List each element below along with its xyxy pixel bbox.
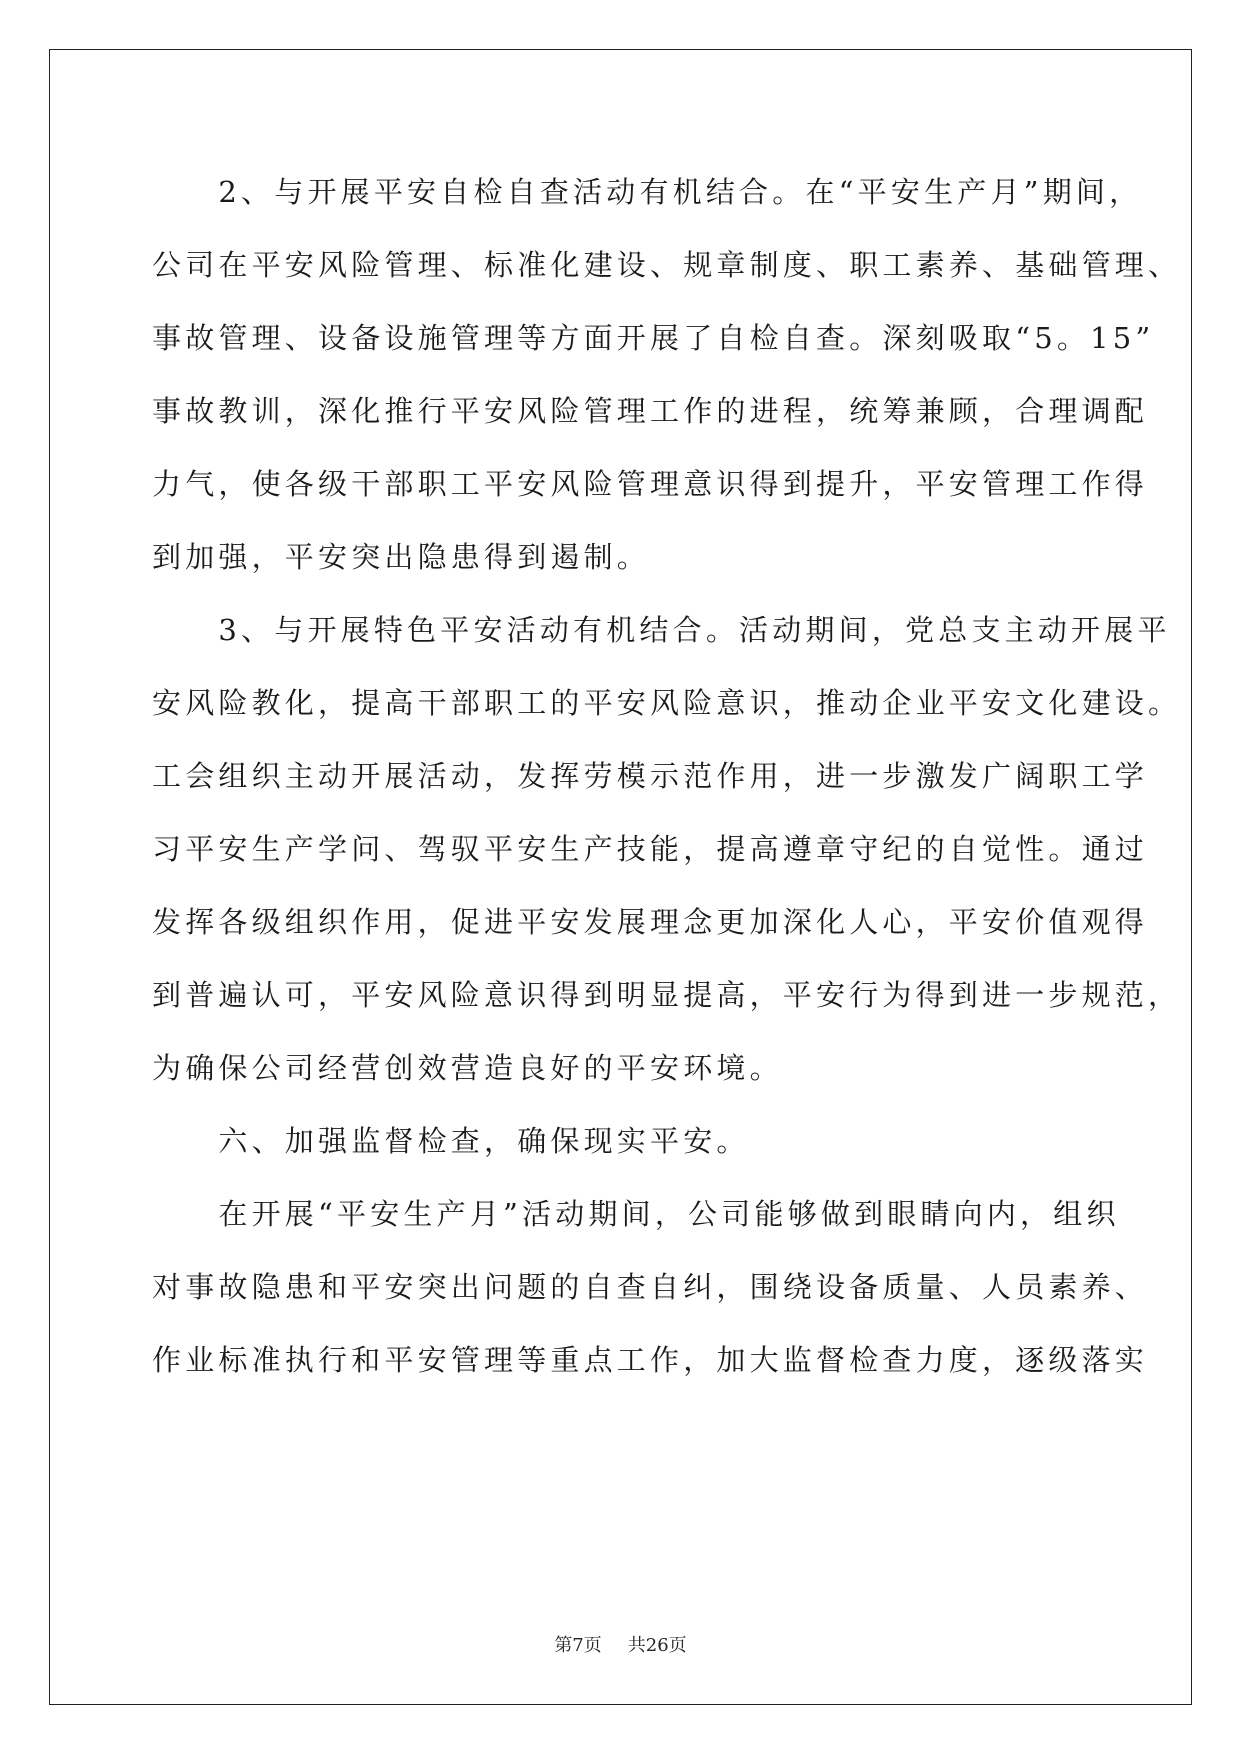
text-line: 在开展“平安生产月”活动期间，公司能够做到眼睛向内，组织	[152, 1197, 1120, 1231]
text-line: 为确保公司经营创效营造良好的平安环境。	[152, 1051, 783, 1085]
page-footer	[0, 1634, 1241, 1658]
text-line: 安风险教化，提高干部职工的平安风险意识，推动企业平安文化建设。	[152, 686, 1182, 720]
text-line: 到普遍认可，平安风险意识得到明显提高，平安行为得到进一步规范，	[152, 978, 1182, 1012]
text-line: 对事故隐患和平安突出问题的自查自纠，围绕设备质量、人员素养、	[152, 1270, 1149, 1304]
text-line: 到加强，平安突出隐患得到遏制。	[152, 540, 651, 574]
text-line: 事故管理、设备设施管理等方面开展了自检自查。深刻吸取“5。15”	[152, 321, 1155, 355]
text-line: 事故教训，深化推行平安风险管理工作的进程，统筹兼顾，合理调配	[152, 394, 1149, 428]
section-heading: 六、加强监督检查，确保现实平安。	[152, 1124, 750, 1158]
page-border	[49, 49, 1192, 1705]
text-line: 力气，使各级干部职工平安风险管理意识得到提升，平安管理工作得	[152, 467, 1149, 501]
text-line: 3、与开展特色平安活动有机结合。活动期间，党总支主动开展平	[152, 613, 1171, 647]
page-number: 第7页	[554, 1635, 602, 1656]
page-total: 共26页	[627, 1635, 687, 1656]
text-line: 工会组织主动开展活动，发挥劳模示范作用，进一步激发广阔职工学	[152, 759, 1149, 793]
text-line: 作业标准执行和平安管理等重点工作，加大监督检查力度，逐级落实	[152, 1343, 1149, 1377]
text-line: 2、与开展平安自检自查活动有机结合。在“平安生产月”期间，	[152, 175, 1143, 209]
text-line: 发挥各级组织作用，促进平安发展理念更加深化人心，平安价值观得	[152, 905, 1149, 939]
text-line: 习平安生产学问、驾驭平安生产技能，提高遵章守纪的自觉性。通过	[152, 832, 1149, 866]
text-line: 公司在平安风险管理、标准化建设、规章制度、职工素养、基础管理、	[152, 248, 1182, 282]
